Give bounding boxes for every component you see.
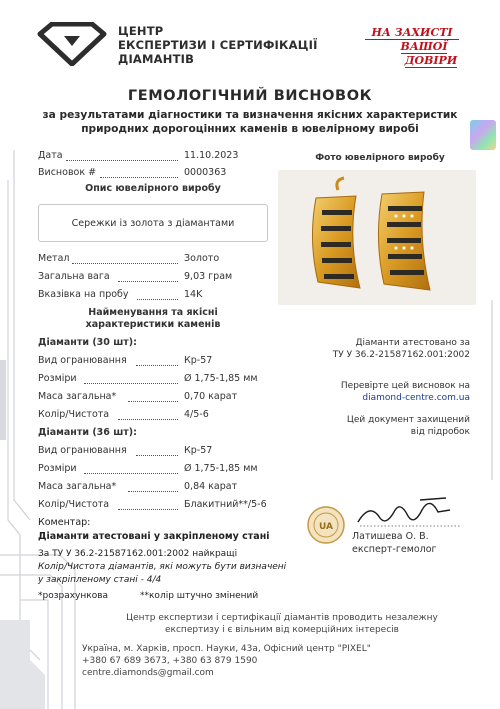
stones-title — [38, 307, 268, 331]
expert-name: Латишева О. В. — [352, 531, 429, 542]
org-line-2: ЕКСПЕРТИЗИ І СЕРТИФІКАЦІЇ — [118, 38, 318, 52]
dotted-leader — [84, 383, 178, 384]
dotted-leader — [118, 281, 178, 282]
probe-value: 14K — [184, 289, 203, 300]
slogan-line-3: ДОВІРИ — [404, 54, 458, 67]
phone-line[interactable]: +380 67 689 3673, +380 63 879 1590 — [82, 656, 258, 666]
attestation-note — [300, 337, 470, 361]
org-line-1: ЦЕНТР — [118, 24, 164, 38]
comment-line-1: Діаманти атестовані у закріпленому стані — [38, 531, 270, 542]
verify-website-link[interactable]: diamond-centre.com.ua — [362, 393, 470, 403]
description-label: Опис ювелірного виробу — [85, 183, 221, 194]
number-value: 0000363 — [184, 167, 227, 178]
group1-size-value: Ø 1,75-1,85 мм — [184, 373, 258, 384]
expert-title: експерт-гемолог — [352, 544, 437, 555]
slogan — [352, 26, 472, 68]
group2-color-value: Блакитний**/5-6 — [184, 499, 267, 510]
signature-icon — [350, 492, 470, 534]
org-line-3: ДІАМАНТІВ — [118, 52, 195, 66]
date-label: Дата — [38, 150, 63, 161]
earrings-image — [278, 170, 476, 305]
description-value: Сережки із золота з діамантами — [71, 217, 235, 229]
contact-block — [82, 643, 371, 679]
group1-color-value: 4/5-6 — [184, 409, 209, 420]
metal-value: Золото — [184, 253, 220, 264]
weight-label: Загальна вага — [38, 271, 110, 282]
stones-title-line-1: Найменування та якісні — [88, 307, 218, 318]
subtitle-line-1: за результатами діагностики та визначення якісних характеристик — [42, 109, 458, 121]
group2-cut-value: Кр-57 — [184, 445, 213, 456]
protection-note — [300, 414, 470, 438]
attestation-line-2: ТУ У 36.2-21587162.001:2002 — [332, 350, 470, 360]
footnote-color-treated: **колір штучно змінений — [140, 591, 259, 601]
group2-title: Діаманти (36 шт): — [38, 427, 137, 438]
verify-note — [300, 380, 470, 404]
weight-value: 9,03 грам — [184, 271, 233, 282]
comment-line-4: у закріпленому стані - 4/4 — [38, 575, 162, 585]
protection-line-2: від підробок — [410, 427, 470, 437]
email-link[interactable]: centre.diamonds@gmail.com — [82, 668, 214, 678]
group2-cut-label: Вид огранювання — [38, 445, 127, 456]
independence-line-1: Центр експертизи і сертифікації діамантів проводить незалежну — [126, 613, 438, 623]
stones-title-line-2: характеристики каменів — [85, 319, 221, 330]
seal-text: UA — [319, 522, 333, 532]
comment-line-2: За ТУ У 36.2-21587162.001:2002 найкращі — [38, 549, 238, 559]
metal-label: Метал — [38, 253, 70, 264]
comment-line-3: Колір/Чистота діамантів, які можуть бути визначені — [38, 562, 287, 572]
independence-statement — [82, 612, 482, 636]
subtitle-line-2: природних дорогоцінних каменів в ювелірному виробі — [81, 123, 419, 135]
seal-stamp-icon — [306, 505, 346, 545]
dotted-leader — [100, 177, 178, 178]
photo-label: Фото ювелірного виробу — [315, 153, 445, 163]
group2-mass-value: 0,84 карат — [184, 481, 238, 492]
group1-cut-value: Кр-57 — [184, 355, 213, 366]
jewelry-photo — [278, 170, 476, 305]
dotted-leader — [136, 365, 178, 366]
group1-size-label: Розміри — [38, 373, 77, 384]
independence-line-2: експертизу і є вільним від комерційних інтересів — [165, 625, 399, 635]
organization-name — [118, 24, 318, 66]
document-title: ГЕМОЛОГІЧНИЙ ВИСНОВОК — [127, 88, 373, 104]
slogan-line-2: ВАШОЇ — [400, 40, 448, 53]
diamond-logo-icon — [34, 22, 110, 66]
group1-mass-label: Маса загальна* — [38, 391, 117, 402]
footnote-estimated: *розрахункова — [38, 591, 109, 601]
protection-line-1: Цей документ захищений — [346, 415, 470, 425]
attestation-line-1: Діаманти атестовано за — [355, 338, 470, 348]
group1-mass-value: 0,70 карат — [184, 391, 238, 402]
group1-title: Діаманти (30 шт): — [38, 337, 137, 348]
description-box — [38, 204, 268, 242]
group1-cut-label: Вид огранювання — [38, 355, 127, 366]
document-subtitle — [30, 108, 470, 136]
group1-color-label: Колір/Чистота — [38, 409, 110, 420]
number-label: Висновок # — [38, 167, 97, 178]
dotted-leader — [136, 455, 178, 456]
group2-color-label: Колір/Чистота — [38, 499, 110, 510]
dotted-leader — [128, 491, 178, 492]
verify-line-1: Перевірте цей висновок на — [340, 381, 470, 391]
dotted-leader — [137, 299, 178, 300]
dotted-leader — [72, 263, 178, 264]
slogan-line-1: НА ЗАХИСТІ — [365, 26, 458, 40]
address-line: Україна, м. Харків, просп. Науки, 43а, Офісний центр "PIXEL" — [82, 644, 371, 654]
dotted-leader — [118, 509, 178, 510]
probe-label: Вказівка на пробу — [38, 289, 129, 300]
dotted-leader — [66, 160, 178, 161]
dotted-leader — [128, 401, 178, 402]
dotted-leader — [84, 473, 178, 474]
dotted-leader — [118, 419, 178, 420]
hologram-sticker — [470, 120, 496, 150]
date-value: 11.10.2023 — [184, 150, 239, 161]
group2-size-value: Ø 1,75-1,85 мм — [184, 463, 258, 474]
group2-mass-label: Маса загальна* — [38, 481, 117, 492]
comment-label: Коментар: — [38, 517, 91, 528]
group2-size-label: Розміри — [38, 463, 77, 474]
